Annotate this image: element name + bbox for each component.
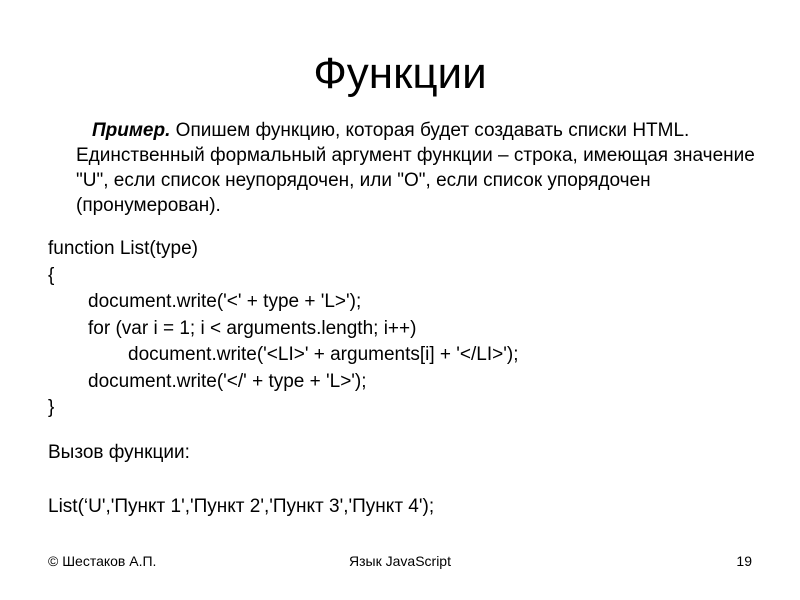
intro-paragraph (76, 118, 766, 218)
call-label: Вызов функции: (48, 442, 190, 463)
code-line: document.write('</' + type + 'L>'); (88, 370, 367, 392)
footer-course: Язык JavaScript (349, 553, 451, 569)
code-line: } (48, 397, 55, 418)
code-line: function List(type) (48, 238, 198, 259)
code-line: for (var i = 1; i < arguments.length; i++) (88, 317, 417, 339)
code-block (48, 236, 768, 422)
page-number: 19 (736, 553, 752, 569)
intro-lead: Пример. (92, 120, 171, 141)
footer-author: © Шестаков А.П. (48, 553, 157, 569)
code-line: { (48, 264, 55, 286)
call-code: List(‘U','Пункт 1','Пункт 2','Пункт 3','Пункт 4'); (48, 496, 435, 517)
intro-text: Опишем функцию, которая будет создавать списки HTML. Единственный формальный аргумент функции – строка, имеющая значение "U", если список неупорядочен, или "O", если список упорядочен (пронумерован). (76, 120, 755, 216)
code-line: document.write('<' + type + 'L>'); (88, 291, 362, 312)
code-line: document.write('<LI>' + arguments[i] + '</LI>'); (128, 344, 519, 365)
slide-title: Функции (313, 49, 487, 98)
